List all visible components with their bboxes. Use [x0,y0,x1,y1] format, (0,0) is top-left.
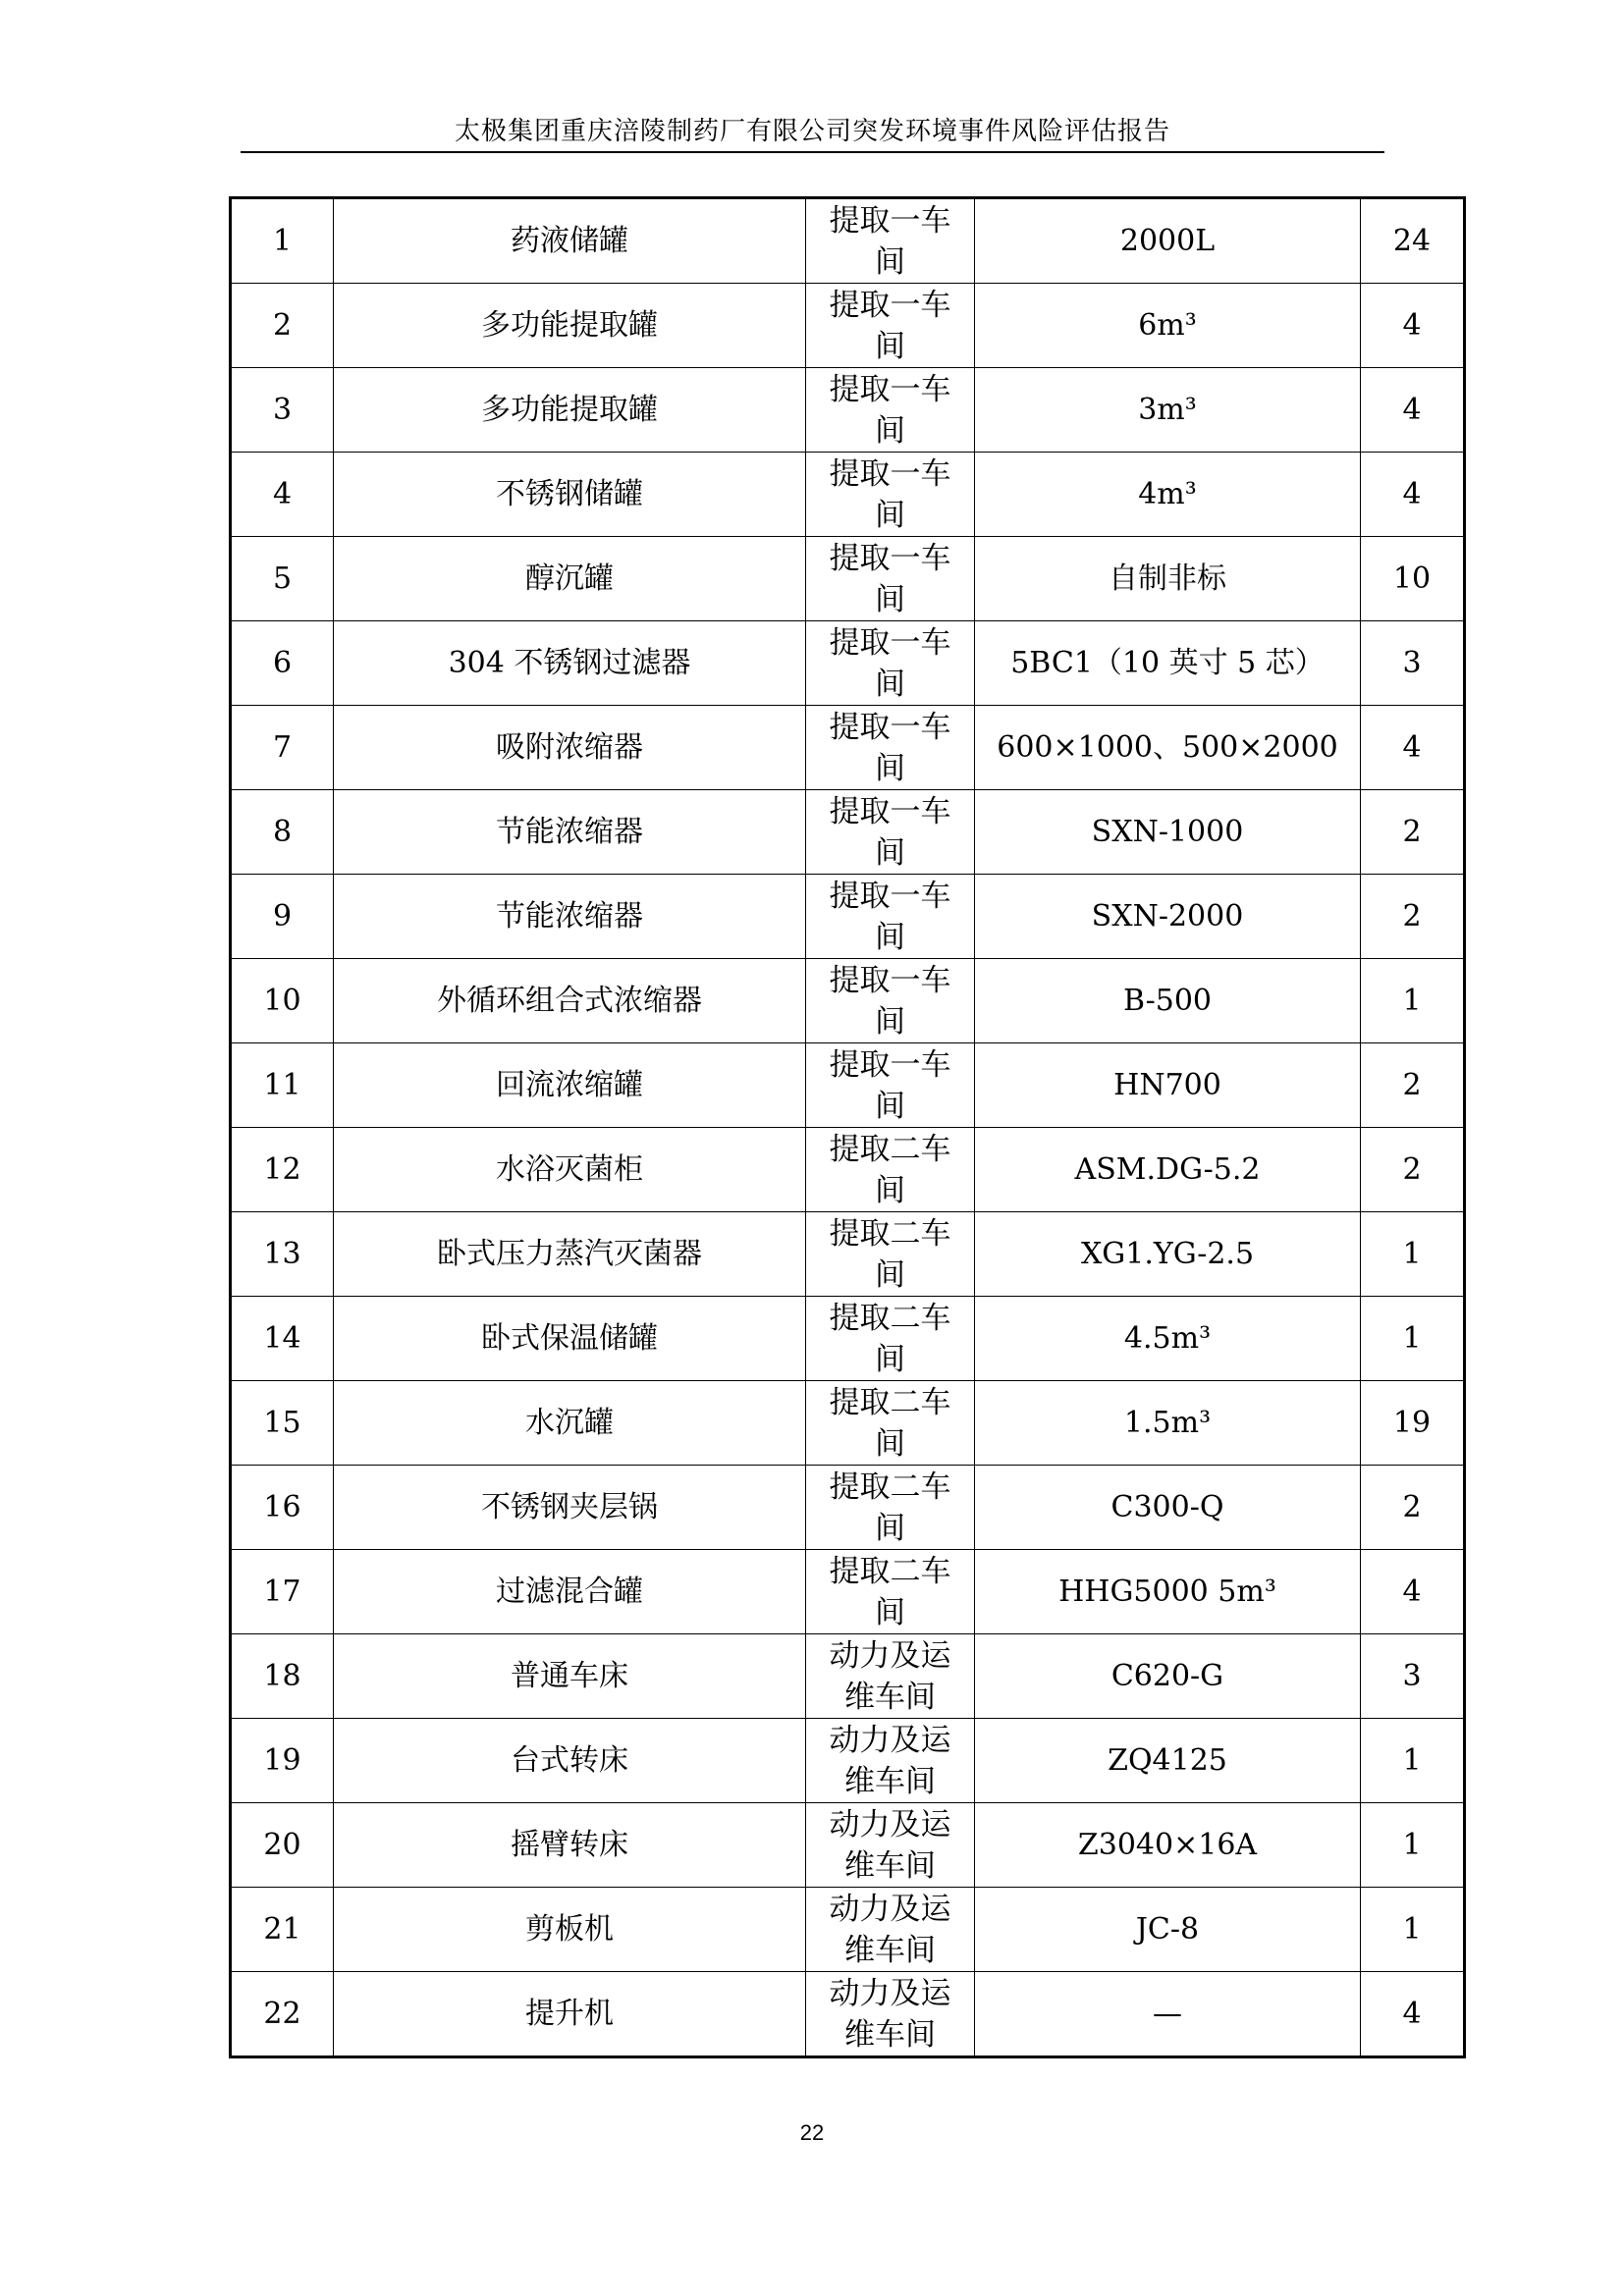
cell-workshop [806,959,975,1043]
cell-specification: 自制非标 [975,537,1361,621]
cell-specification: SXN-1000 [975,790,1361,875]
cell-quantity: 4 [1361,284,1465,368]
cell-workshop [806,1972,975,2057]
workshop-label: 提取一车间 [829,202,951,280]
cell-equipment-name: 台式转床 [334,1719,806,1803]
cell-specification: 600×1000、500×2000 [975,706,1361,790]
cell-workshop [806,621,975,706]
cell-quantity: 4 [1361,453,1465,537]
cell-specification: HHG5000 5m³ [975,1550,1361,1634]
workshop-label: 提取一车间 [829,624,951,702]
cell-specification: Z3040×16A [975,1803,1361,1888]
cell-specification: 3m³ [975,368,1361,453]
table-row [231,621,1465,706]
cell-specification: SXN-2000 [975,875,1361,959]
cell-equipment-name: 不锈钢夹层锅 [334,1466,806,1550]
cell-specification: 2000L [975,198,1361,284]
cell-number: 2 [231,284,334,368]
cell-workshop [806,1466,975,1550]
cell-equipment-name: 过滤混合罐 [334,1550,806,1634]
cell-quantity: 4 [1361,706,1465,790]
workshop-label: 提取二车间 [829,1468,951,1546]
cell-number: 10 [231,959,334,1043]
cell-workshop [806,284,975,368]
cell-equipment-name: 多功能提取罐 [334,284,806,368]
cell-quantity: 24 [1361,198,1465,284]
cell-number: 18 [231,1634,334,1719]
cell-specification: ZQ4125 [975,1719,1361,1803]
cell-workshop [806,1888,975,1972]
workshop-label: 动力及运维车间 [829,1806,951,1884]
cell-quantity: 2 [1361,1128,1465,1212]
cell-specification: JC-8 [975,1888,1361,1972]
cell-number: 22 [231,1972,334,2057]
workshop-label: 提取一车间 [829,371,951,449]
table-row [231,1043,1465,1128]
table-row [231,875,1465,959]
cell-specification: C620-G [975,1634,1361,1719]
cell-number: 16 [231,1466,334,1550]
cell-workshop [806,453,975,537]
table-row [231,1888,1465,1972]
cell-number: 21 [231,1888,334,1972]
cell-equipment-name: 外循环组合式浓缩器 [334,959,806,1043]
cell-workshop [806,1634,975,1719]
cell-number: 7 [231,706,334,790]
cell-quantity: 4 [1361,1972,1465,2057]
table-row [231,706,1465,790]
table-row [231,1972,1465,2057]
workshop-label: 提取二车间 [829,1553,951,1630]
cell-equipment-name: 节能浓缩器 [334,875,806,959]
equipment-table [229,196,1466,2058]
cell-number: 20 [231,1803,334,1888]
header-rule [241,151,1384,153]
cell-workshop [806,1719,975,1803]
table-row [231,1466,1465,1550]
cell-number: 11 [231,1043,334,1128]
cell-number: 6 [231,621,334,706]
table-row [231,537,1465,621]
table-row [231,1297,1465,1381]
cell-equipment-name: 提升机 [334,1972,806,2057]
table-row [231,959,1465,1043]
cell-quantity: 1 [1361,1212,1465,1297]
cell-workshop [806,706,975,790]
workshop-label: 提取一车间 [829,793,951,871]
cell-workshop [806,537,975,621]
cell-workshop [806,1297,975,1381]
cell-specification: — [975,1972,1361,2057]
cell-number: 14 [231,1297,334,1381]
cell-specification: ASM.DG-5.2 [975,1128,1361,1212]
cell-number: 17 [231,1550,334,1634]
cell-workshop [806,1212,975,1297]
cell-quantity: 1 [1361,1888,1465,1972]
table-row [231,198,1465,284]
workshop-label: 动力及运维车间 [829,1722,951,1799]
cell-number: 9 [231,875,334,959]
table-row [231,790,1465,875]
cell-workshop [806,1550,975,1634]
cell-equipment-name: 普通车床 [334,1634,806,1719]
workshop-label: 提取二车间 [829,1215,951,1293]
cell-quantity: 2 [1361,790,1465,875]
workshop-label: 提取二车间 [829,1300,951,1377]
document-header-title: 太极集团重庆涪陵制药厂有限公司突发环境事件风险评估报告 [454,117,1170,146]
cell-quantity: 4 [1361,1550,1465,1634]
table-row [231,1634,1465,1719]
cell-workshop [806,368,975,453]
cell-number: 4 [231,453,334,537]
cell-workshop [806,875,975,959]
cell-number: 8 [231,790,334,875]
cell-equipment-name: 节能浓缩器 [334,790,806,875]
table-body [231,198,1465,2057]
workshop-label: 动力及运维车间 [829,1891,951,1968]
cell-workshop [806,1381,975,1466]
table-row [231,1212,1465,1297]
cell-specification: 4m³ [975,453,1361,537]
cell-workshop [806,198,975,284]
table-row [231,1128,1465,1212]
cell-number: 1 [231,198,334,284]
cell-quantity: 2 [1361,1043,1465,1128]
table-row [231,284,1465,368]
cell-equipment-name: 水浴灭菌柜 [334,1128,806,1212]
workshop-label: 提取二车间 [829,1131,951,1208]
cell-workshop [806,1043,975,1128]
cell-equipment-name: 卧式保温储罐 [334,1297,806,1381]
cell-equipment-name: 药液储罐 [334,198,806,284]
cell-equipment-name: 摇臂转床 [334,1803,806,1888]
cell-number: 5 [231,537,334,621]
cell-number: 12 [231,1128,334,1212]
cell-quantity: 19 [1361,1381,1465,1466]
cell-workshop [806,1803,975,1888]
table-row [231,1550,1465,1634]
cell-specification: 4.5m³ [975,1297,1361,1381]
cell-specification: B-500 [975,959,1361,1043]
cell-quantity: 2 [1361,1466,1465,1550]
cell-specification: HN700 [975,1043,1361,1128]
table-row [231,368,1465,453]
workshop-label: 动力及运维车间 [829,1975,951,2053]
workshop-label: 提取二车间 [829,1384,951,1462]
cell-workshop [806,1128,975,1212]
cell-quantity: 4 [1361,368,1465,453]
workshop-label: 提取一车间 [829,709,951,786]
workshop-label: 提取一车间 [829,878,951,955]
cell-number: 13 [231,1212,334,1297]
cell-quantity: 3 [1361,1634,1465,1719]
cell-specification: 6m³ [975,284,1361,368]
workshop-label: 提取一车间 [829,962,951,1040]
cell-quantity: 1 [1361,1803,1465,1888]
cell-number: 3 [231,368,334,453]
cell-equipment-name: 剪板机 [334,1888,806,1972]
cell-equipment-name: 吸附浓缩器 [334,706,806,790]
cell-number: 15 [231,1381,334,1466]
cell-specification: XG1.YG-2.5 [975,1212,1361,1297]
workshop-label: 动力及运维车间 [829,1637,951,1715]
table-row [231,1381,1465,1466]
cell-equipment-name: 304 不锈钢过滤器 [334,621,806,706]
cell-specification: C300-Q [975,1466,1361,1550]
cell-equipment-name: 醇沉罐 [334,537,806,621]
cell-specification: 5BC1（10 英寸 5 芯） [975,621,1361,706]
workshop-label: 提取一车间 [829,1046,951,1124]
cell-equipment-name: 水沉罐 [334,1381,806,1466]
cell-equipment-name: 不锈钢储罐 [334,453,806,537]
table-row [231,1719,1465,1803]
cell-specification: 1.5m³ [975,1381,1361,1466]
workshop-label: 提取一车间 [829,455,951,533]
cell-equipment-name: 多功能提取罐 [334,368,806,453]
table-row [231,1803,1465,1888]
page-number: 22 [799,2120,825,2145]
cell-quantity: 1 [1361,1719,1465,1803]
cell-workshop [806,790,975,875]
cell-quantity: 3 [1361,621,1465,706]
workshop-label: 提取一车间 [829,287,951,364]
cell-quantity: 2 [1361,875,1465,959]
workshop-label: 提取一车间 [829,540,951,617]
cell-quantity: 1 [1361,1297,1465,1381]
cell-equipment-name: 卧式压力蒸汽灭菌器 [334,1212,806,1297]
cell-equipment-name: 回流浓缩罐 [334,1043,806,1128]
cell-number: 19 [231,1719,334,1803]
cell-quantity: 1 [1361,959,1465,1043]
cell-quantity: 10 [1361,537,1465,621]
table-row [231,453,1465,537]
